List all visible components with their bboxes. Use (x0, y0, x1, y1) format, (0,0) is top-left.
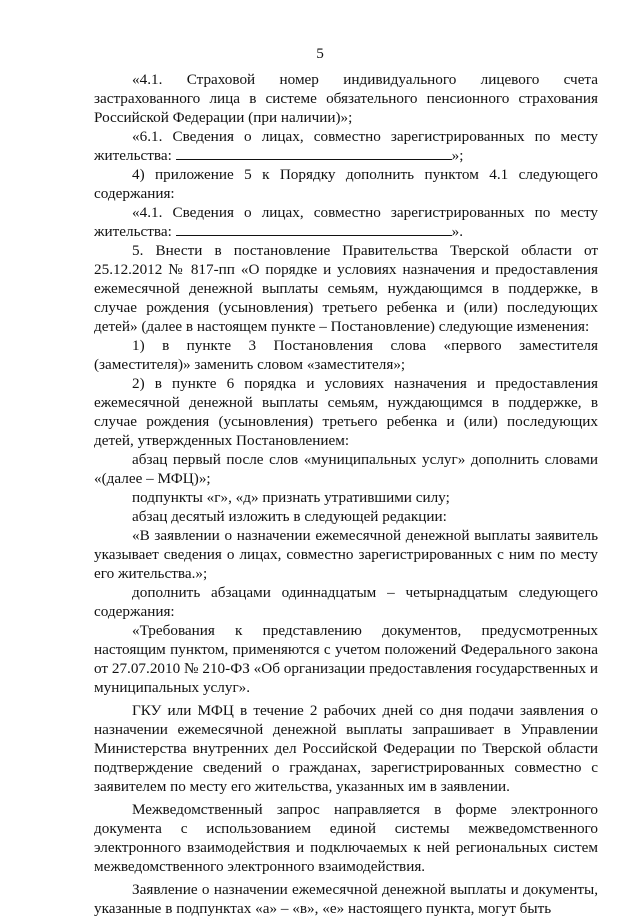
blank-line (176, 146, 452, 160)
paragraph-text: »; (451, 147, 464, 164)
paragraph: дополнить абзацами одиннадцатым – четырнадцатым следующего содержания: (94, 584, 598, 620)
page-number: 5 (316, 45, 324, 62)
paragraph: абзац десятый изложить в следующей редакции: (132, 508, 447, 525)
paragraph: подпункты «г», «д» признать утратившими силу; (132, 489, 450, 506)
paragraph: «Требования к представлению документов, предусмотренных настоящим пунктом, применяются с учетом положений Федерального закона от 27.07.2010 № 210-ФЗ «Об организации предоставления государственных и муниципальных услуг». (94, 622, 598, 696)
paragraph-text: «4.1. Сведения о лицах, совместно зарегистрированных по месту жительства: (94, 204, 598, 240)
paragraph (94, 127, 598, 165)
paragraph: 4) приложение 5 к Порядку дополнить пунктом 4.1 следующего содержания: (94, 166, 598, 202)
paragraph: Межведомственный запрос направляется в форме электронного документа с использованием единой системы межведомственного электронного взаимодействия и подключаемых к ней региональных систем межведомственного электронного взаимодействия. (94, 801, 598, 875)
paragraph: 5. Внести в постановление Правительства Тверской области от 25.12.2012 № 817-пп «О порядке и условиях назначения и предоставления ежемесячной денежной выплаты семьям, нуждающимся в поддержке, в случае рождения (усыновления) третьего ребенка и (или) последующих детей» (далее в настоящем пункте – Постановление) следующие изменения: (94, 242, 598, 335)
paragraph: абзац первый после слов «муниципальных услуг» дополнить словами «(далее – МФЦ)»; (94, 451, 598, 487)
paragraph-text: ». (451, 223, 464, 240)
paragraph: 1) в пункте 3 Постановления слова «первого заместителя (заместителя)» заменить словом «заместителя»; (94, 337, 598, 373)
paragraph: 2) в пункте 6 порядка и условиях назначения и предоставления ежемесячной денежной выплаты семьям, нуждающимся в поддержке, в случае рождения (усыновления) третьего ребенка и (или) последующих детей, утвержденных Постановлением: (94, 375, 598, 449)
document-body (94, 70, 598, 918)
paragraph-text: «6.1. Сведения о лицах, совместно зарегистрированных по месту жительства: (94, 128, 598, 164)
paragraph: Заявление о назначении ежемесячной денежной выплаты и документы, указанные в подпунктах «а» – «в», «е» настоящего пункта, могут быть (94, 881, 598, 917)
paragraph: «В заявлении о назначении ежемесячной денежной выплаты заявитель указывает сведения о лицах, совместно зарегистрированных с ним по месту его жительства.»; (94, 527, 598, 582)
paragraph: «4.1. Страховой номер индивидуального лицевого счета застрахованного лица в системе обязательного пенсионного страхования Российской Федерации (при наличии)»; (94, 71, 598, 126)
paragraph (94, 203, 598, 241)
paragraph: ГКУ или МФЦ в течение 2 рабочих дней со дня подачи заявления о назначении ежемесячной денежной выплаты запрашивает в Управлении Министерства внутренних дел Российской Федерации по Тверской области подтверждение сведений о гражданах, зарегистрированных совместно с заявителем по месту его жительства, указанных им в заявлении. (94, 702, 598, 795)
blank-line (176, 222, 452, 236)
